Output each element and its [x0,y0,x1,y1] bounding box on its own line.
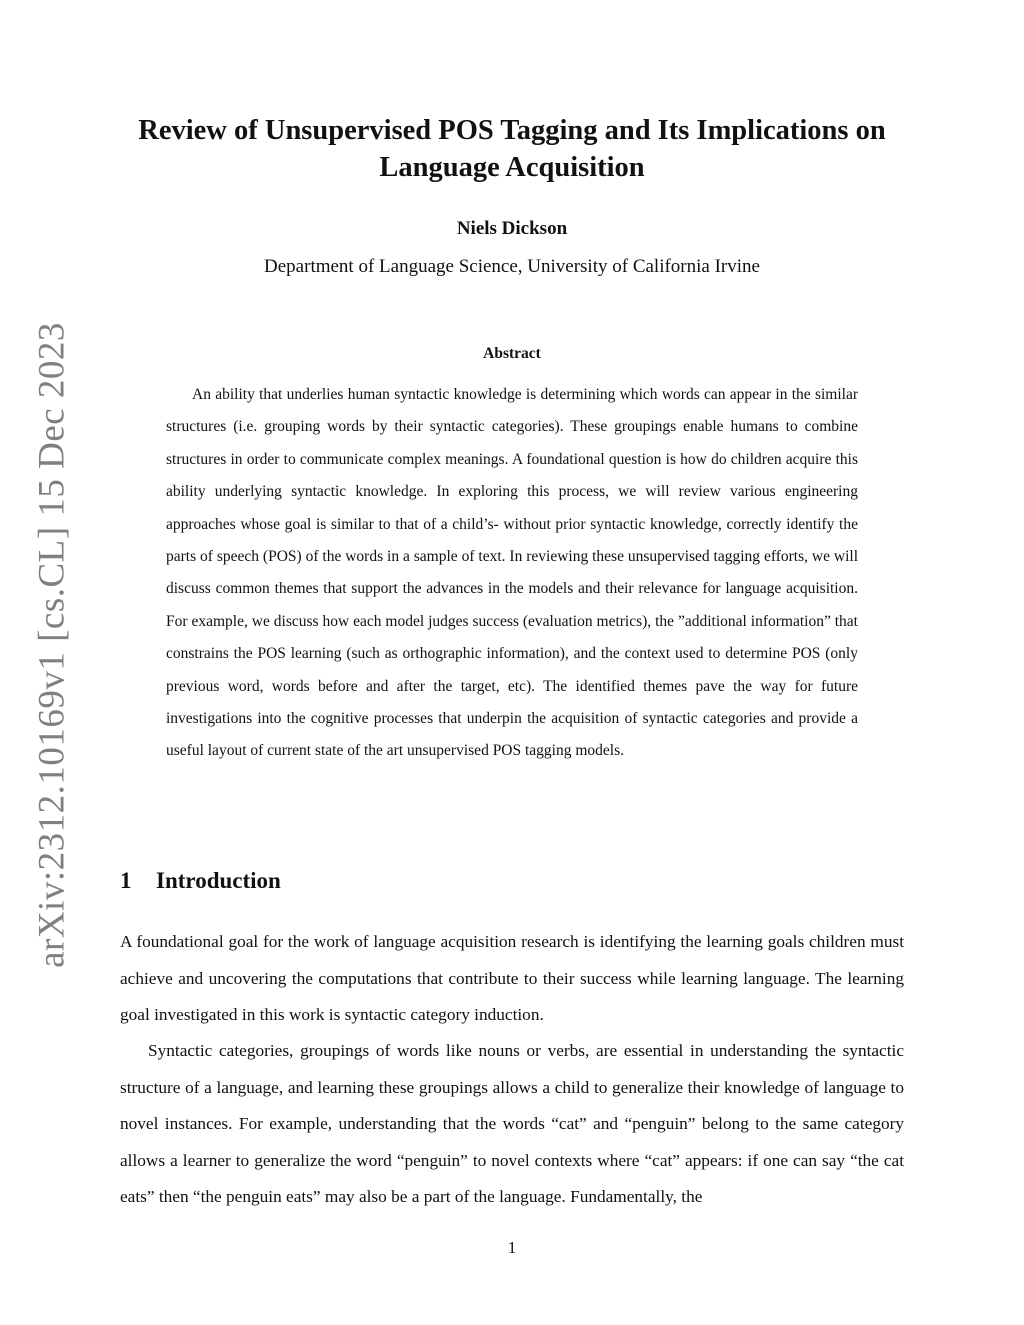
paper-title: Review of Unsupervised POS Tagging and Its Implications on Language Acquisition [138,115,886,183]
intro-paragraph-1: A foundational goal for the work of language acquisition research is identifying the learning goals children must achieve and uncovering the computations that contribute to their success while learning language. The learning goal investigated in this work is syntactic category induction. [120,932,904,1025]
intro-paragraph-2: Syntactic categories, groupings of words like nouns or verbs, are essential in understanding the syntactic structure of a language, and learning these groupings allows a child to generalize their knowledge of language to novel instances. For example, understanding that the words “cat” and “penguin” belong to the same category allows a learner to generalize the word “penguin” to novel contexts where “cat” appears: if one can say “the cat eats” then “the penguin eats” may also be a part of the language. Fundamentally, the [120,1041,904,1207]
section-title: Introduction [156,868,281,893]
author-name: Niels Dickson [456,218,568,239]
abstract-text: An ability that underlies human syntactic knowledge is determining which words can appear in the similar structures (i.e. grouping words by their syntactic categories). These groupings enable humans to combine structures in order to communicate complex meanings. A foundational question is how do children acquire this ability underlying syntactic knowledge. In exploring this process, we will review various engineering approaches whose goal is similar to that of a child’s- without prior syntactic knowledge, correctly identify the parts of speech (POS) of the words in a sample of text. In reviewing these unsupervised tagging efforts, we will discuss common themes that support the advances in the models and their relevance for language acquisition. For example, we discuss how each model judges success (evaluation metrics), the ”additional information” that constrains the POS learning (such as orthographic information), and the context used to determine POS (only previous word, words before and after the target, etc). The identified themes pave the way for future investigations into the cognitive processes that underpin the acquisition of syntactic categories and provide a useful layout of current state of the art unsupervised POS tagging models. [166,386,858,760]
arxiv-identifier-stamp: arXiv:2312.10169v1 [cs.CL] 15 Dec 2023 [31,322,73,968]
section-heading [120,868,281,894]
page-number: 1 [507,1238,517,1257]
author-affiliation: Department of Language Science, University of California Irvine [264,256,760,277]
section-number: 1 [120,868,132,893]
abstract-heading: Abstract [483,345,541,362]
